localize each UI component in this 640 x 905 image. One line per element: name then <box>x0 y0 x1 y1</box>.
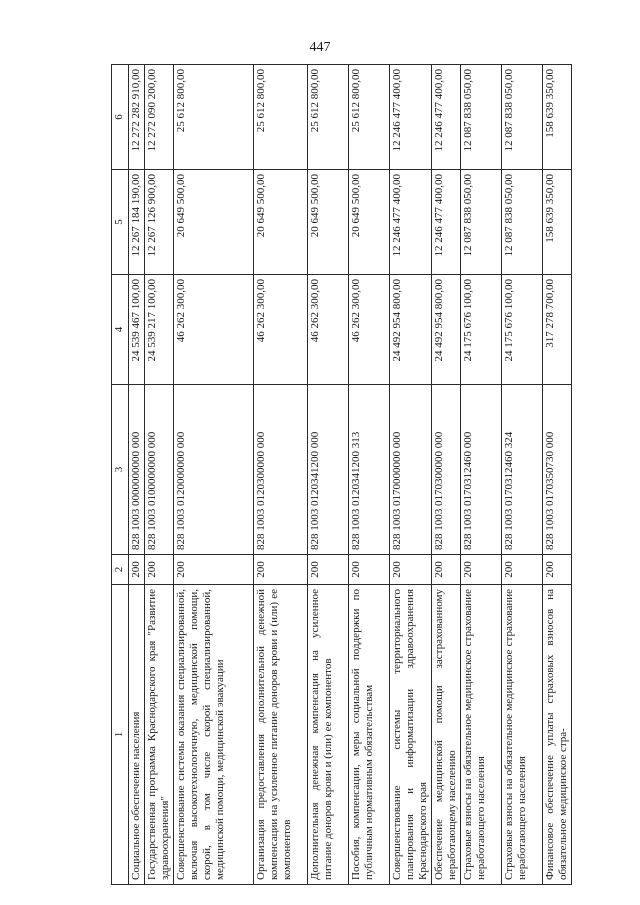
row-sum-year2: 12 272 282 910,00 <box>129 65 145 170</box>
row-sum-total: 24 175 676 100,00 <box>502 275 543 385</box>
header-cell: 1 <box>112 585 129 885</box>
row-name: Дополнительная денежная компенсация на усиленное питание доноров крови и (или) ее компонентов <box>308 585 349 885</box>
row-sum-year2: 12 087 838 050,00 <box>502 65 543 170</box>
row-sum-year1: 12 267 126 900,00 <box>145 170 174 275</box>
row-name: Страховые взносы на обязательное медицинское страхование неработающего населения <box>461 585 502 885</box>
row-sum-total: 317 278 700,00 <box>543 275 572 385</box>
row-sum-total: 46 262 300,00 <box>308 275 349 385</box>
row-sum-year1: 12 246 477 400,00 <box>390 170 432 275</box>
row-name: Социальное обеспечение населения <box>129 585 145 885</box>
table-row <box>174 65 254 885</box>
row-sum-total: 46 262 300,00 <box>254 275 308 385</box>
row-code: 828 1003 0120341200 313 <box>349 385 390 555</box>
row-sum-total: 24 539 467 100,00 <box>129 275 145 385</box>
table-row <box>461 65 502 885</box>
header-cell: 2 <box>112 555 129 585</box>
row-sum-year1: 158 639 350,00 <box>543 170 572 275</box>
row-name: Совершенствование системы оказания специализированной, включая высокотехнологичную, медицинской помощи, скорой, в том числе скорой специализированной, медицинской помощи, медицинской эвакуации <box>174 585 254 885</box>
header-cell: 3 <box>112 385 129 555</box>
row-code: 828 1003 0170312460 324 <box>502 385 543 555</box>
budget-table <box>111 64 572 885</box>
row-sum-total: 24 539 217 100,00 <box>145 275 174 385</box>
row-name: Обеспечение медицинской помощи застрахованному неработающему населению <box>432 585 461 885</box>
row-sum-total: 24 492 954 800,00 <box>432 275 461 385</box>
table-row <box>308 65 349 885</box>
row-code: 828 1003 0100000000 000 <box>145 385 174 555</box>
row-section: 200 <box>461 555 502 585</box>
row-sum-total: 24 175 676 100,00 <box>461 275 502 385</box>
row-sum-year2: 12 246 477 400,00 <box>432 65 461 170</box>
row-sum-year1: 12 267 184 190,00 <box>129 170 145 275</box>
row-sum-year2: 25 612 800,00 <box>174 65 254 170</box>
row-sum-year2: 25 612 800,00 <box>349 65 390 170</box>
table-row <box>349 65 390 885</box>
row-sum-year2: 12 087 838 050,00 <box>461 65 502 170</box>
row-section: 200 <box>129 555 145 585</box>
row-code: 828 1003 0170312460 000 <box>461 385 502 555</box>
row-sum-total: 46 262 300,00 <box>174 275 254 385</box>
rotated-table-container <box>111 65 597 885</box>
row-section: 200 <box>145 555 174 585</box>
row-code: 828 1003 0000000000 000 <box>129 385 145 555</box>
header-cell: 6 <box>112 65 129 170</box>
page-number: 447 <box>309 40 331 55</box>
table-row <box>145 65 174 885</box>
row-section: 200 <box>502 555 543 585</box>
header-cell: 4 <box>112 275 129 385</box>
row-sum-year1: 20 649 500,00 <box>308 170 349 275</box>
row-sum-total: 24 492 954 800,00 <box>390 275 432 385</box>
row-sum-year1: 20 649 500,00 <box>349 170 390 275</box>
row-sum-year2: 25 612 800,00 <box>308 65 349 170</box>
row-section: 200 <box>308 555 349 585</box>
row-sum-year2: 12 246 477 400,00 <box>390 65 432 170</box>
row-name: Пособия, компенсации, меры социальной поддержки по публичным нормативным обязательствам <box>349 585 390 885</box>
row-section: 200 <box>349 555 390 585</box>
table-row <box>390 65 432 885</box>
row-section: 200 <box>432 555 461 585</box>
row-name: Организация предоставления дополнительной денежной компенсации на усиленное питание доноров крови и (или) ее компонентов <box>254 585 308 885</box>
row-code: 828 1003 0170350730 000 <box>543 385 572 555</box>
row-code: 828 1003 0170000000 000 <box>390 385 432 555</box>
row-sum-year1: 20 649 500,00 <box>174 170 254 275</box>
row-sum-year2: 12 272 090 200,00 <box>145 65 174 170</box>
table-row <box>129 65 145 885</box>
row-sum-total: 46 262 300,00 <box>349 275 390 385</box>
header-cell: 5 <box>112 170 129 275</box>
table-row <box>543 65 572 885</box>
row-sum-year2: 158 639 350,00 <box>543 65 572 170</box>
table-row <box>254 65 308 885</box>
row-section: 200 <box>390 555 432 585</box>
row-name: Финансовое обеспечение уплаты страховых взносов на обязательное медицинское стра- <box>543 585 572 885</box>
row-name: Совершенствование системы территориального планирования и информатизации здравоохранения Краснодарского края <box>390 585 432 885</box>
row-sum-year1: 12 246 477 400,00 <box>432 170 461 275</box>
row-name: Государственная программа Краснодарского края "Развитие здравоохранения" <box>145 585 174 885</box>
row-sum-year1: 20 649 500,00 <box>254 170 308 275</box>
header-row <box>112 65 129 885</box>
row-sum-year1: 12 087 838 050,00 <box>461 170 502 275</box>
row-section: 200 <box>174 555 254 585</box>
row-name: Страховые взносы на обязательное медицинское страхование неработающего населения <box>502 585 543 885</box>
table-row <box>502 65 543 885</box>
row-sum-year1: 12 087 838 050,00 <box>502 170 543 275</box>
row-section: 200 <box>543 555 572 585</box>
table-row <box>432 65 461 885</box>
row-code: 828 1003 0170300000 000 <box>432 385 461 555</box>
row-code: 828 1003 0120000000 000 <box>174 385 254 555</box>
row-code: 828 1003 0120300000 000 <box>254 385 308 555</box>
row-code: 828 1003 0120341200 000 <box>308 385 349 555</box>
row-section: 200 <box>254 555 308 585</box>
row-sum-year2: 25 612 800,00 <box>254 65 308 170</box>
